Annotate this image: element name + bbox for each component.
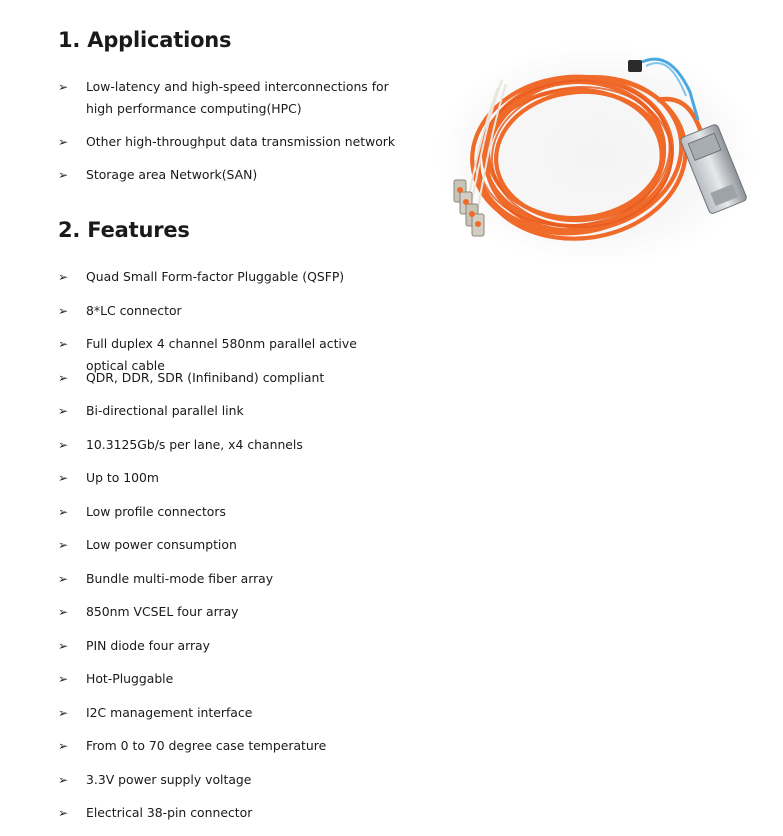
list-item — [58, 434, 398, 456]
arrow-bullet-icon: ➢ — [58, 638, 69, 653]
list-item — [58, 668, 398, 690]
list-item-text: Quad Small Form-factor Pluggable (QSFP) — [86, 269, 345, 284]
list-item-text: QDR, DDR, SDR (Infiniband) compliant — [86, 369, 325, 385]
arrow-bullet-icon: ➢ — [58, 135, 69, 149]
arrow-bullet-icon: ➢ — [58, 303, 69, 318]
arrow-bullet-icon: ➢ — [58, 538, 69, 552]
arrow-bullet-icon: ➢ — [58, 504, 69, 519]
arrow-bullet-icon: ➢ — [58, 739, 69, 753]
list-item — [58, 131, 398, 153]
list-item — [58, 601, 398, 623]
list-item — [58, 333, 398, 373]
list-item-text: Up to 100m — [86, 470, 159, 485]
list-item-text: 10.3125Gb/s per lane, x4 channels — [86, 436, 303, 452]
list-item — [58, 702, 398, 724]
fiber-cable-illustration — [432, 40, 762, 270]
arrow-bullet-icon: ➢ — [58, 772, 69, 787]
list-item-text: From 0 to 70 degree case temperature — [86, 738, 327, 753]
list-item-text: Electrical 38-pin connector — [86, 805, 253, 820]
list-item-text: Bi-directional parallel link — [86, 403, 244, 418]
list-item — [58, 635, 398, 657]
list-item-text: I2C management interface — [86, 704, 253, 720]
list-item — [58, 769, 398, 791]
list-item — [58, 534, 398, 556]
list-item-text: 850nm VCSEL four array — [86, 604, 239, 619]
applications-heading: 1. Applications — [58, 28, 232, 52]
arrow-bullet-icon: ➢ — [58, 404, 69, 418]
arrow-bullet-icon: ➢ — [58, 605, 69, 619]
list-item — [58, 400, 398, 422]
arrow-bullet-icon: ➢ — [58, 705, 69, 720]
arrow-bullet-icon: ➢ — [58, 471, 69, 485]
features-heading: 2. Features — [58, 218, 190, 242]
list-item-text: Low power consumption — [86, 537, 237, 552]
list-item-text: Bundle multi-mode fiber array — [86, 570, 274, 586]
list-item-text: Storage area Network(SAN) — [86, 167, 258, 182]
arrow-bullet-icon: ➢ — [58, 80, 69, 94]
arrow-bullet-icon: ➢ — [58, 437, 69, 452]
list-item-text: Low profile connectors — [86, 503, 226, 519]
arrow-bullet-icon: ➢ — [58, 337, 69, 351]
list-item — [58, 802, 398, 824]
list-item-text: Low-latency and high-speed interconnections for high performance computing(HPC) — [86, 79, 389, 116]
arrow-bullet-icon: ➢ — [58, 370, 69, 385]
arrow-bullet-icon: ➢ — [58, 672, 69, 686]
list-item — [58, 266, 398, 288]
list-item-text: 3.3V power supply voltage — [86, 771, 252, 787]
list-item — [58, 300, 398, 322]
arrow-bullet-icon: ➢ — [58, 806, 69, 820]
list-item — [58, 367, 398, 389]
list-item-text: Hot-Pluggable — [86, 671, 174, 686]
applications-list — [58, 76, 398, 197]
arrow-bullet-icon: ➢ — [58, 168, 69, 182]
arrow-bullet-icon: ➢ — [58, 270, 69, 284]
list-item — [58, 735, 398, 757]
list-item — [58, 467, 398, 489]
list-item — [58, 76, 398, 120]
list-item — [58, 164, 398, 186]
list-item — [58, 501, 398, 523]
arrow-bullet-icon: ➢ — [58, 571, 69, 586]
list-item-text: PIN diode four array — [86, 637, 210, 653]
list-item-text: Other high-throughput data transmission network — [86, 134, 396, 149]
list-item — [58, 568, 398, 590]
features-list — [58, 266, 398, 836]
aoc-cable-photo — [432, 40, 762, 270]
list-item-text: 8*LC connector — [86, 302, 182, 318]
list-item-text: Full duplex 4 channel 580nm parallel active optical cable — [86, 336, 357, 373]
